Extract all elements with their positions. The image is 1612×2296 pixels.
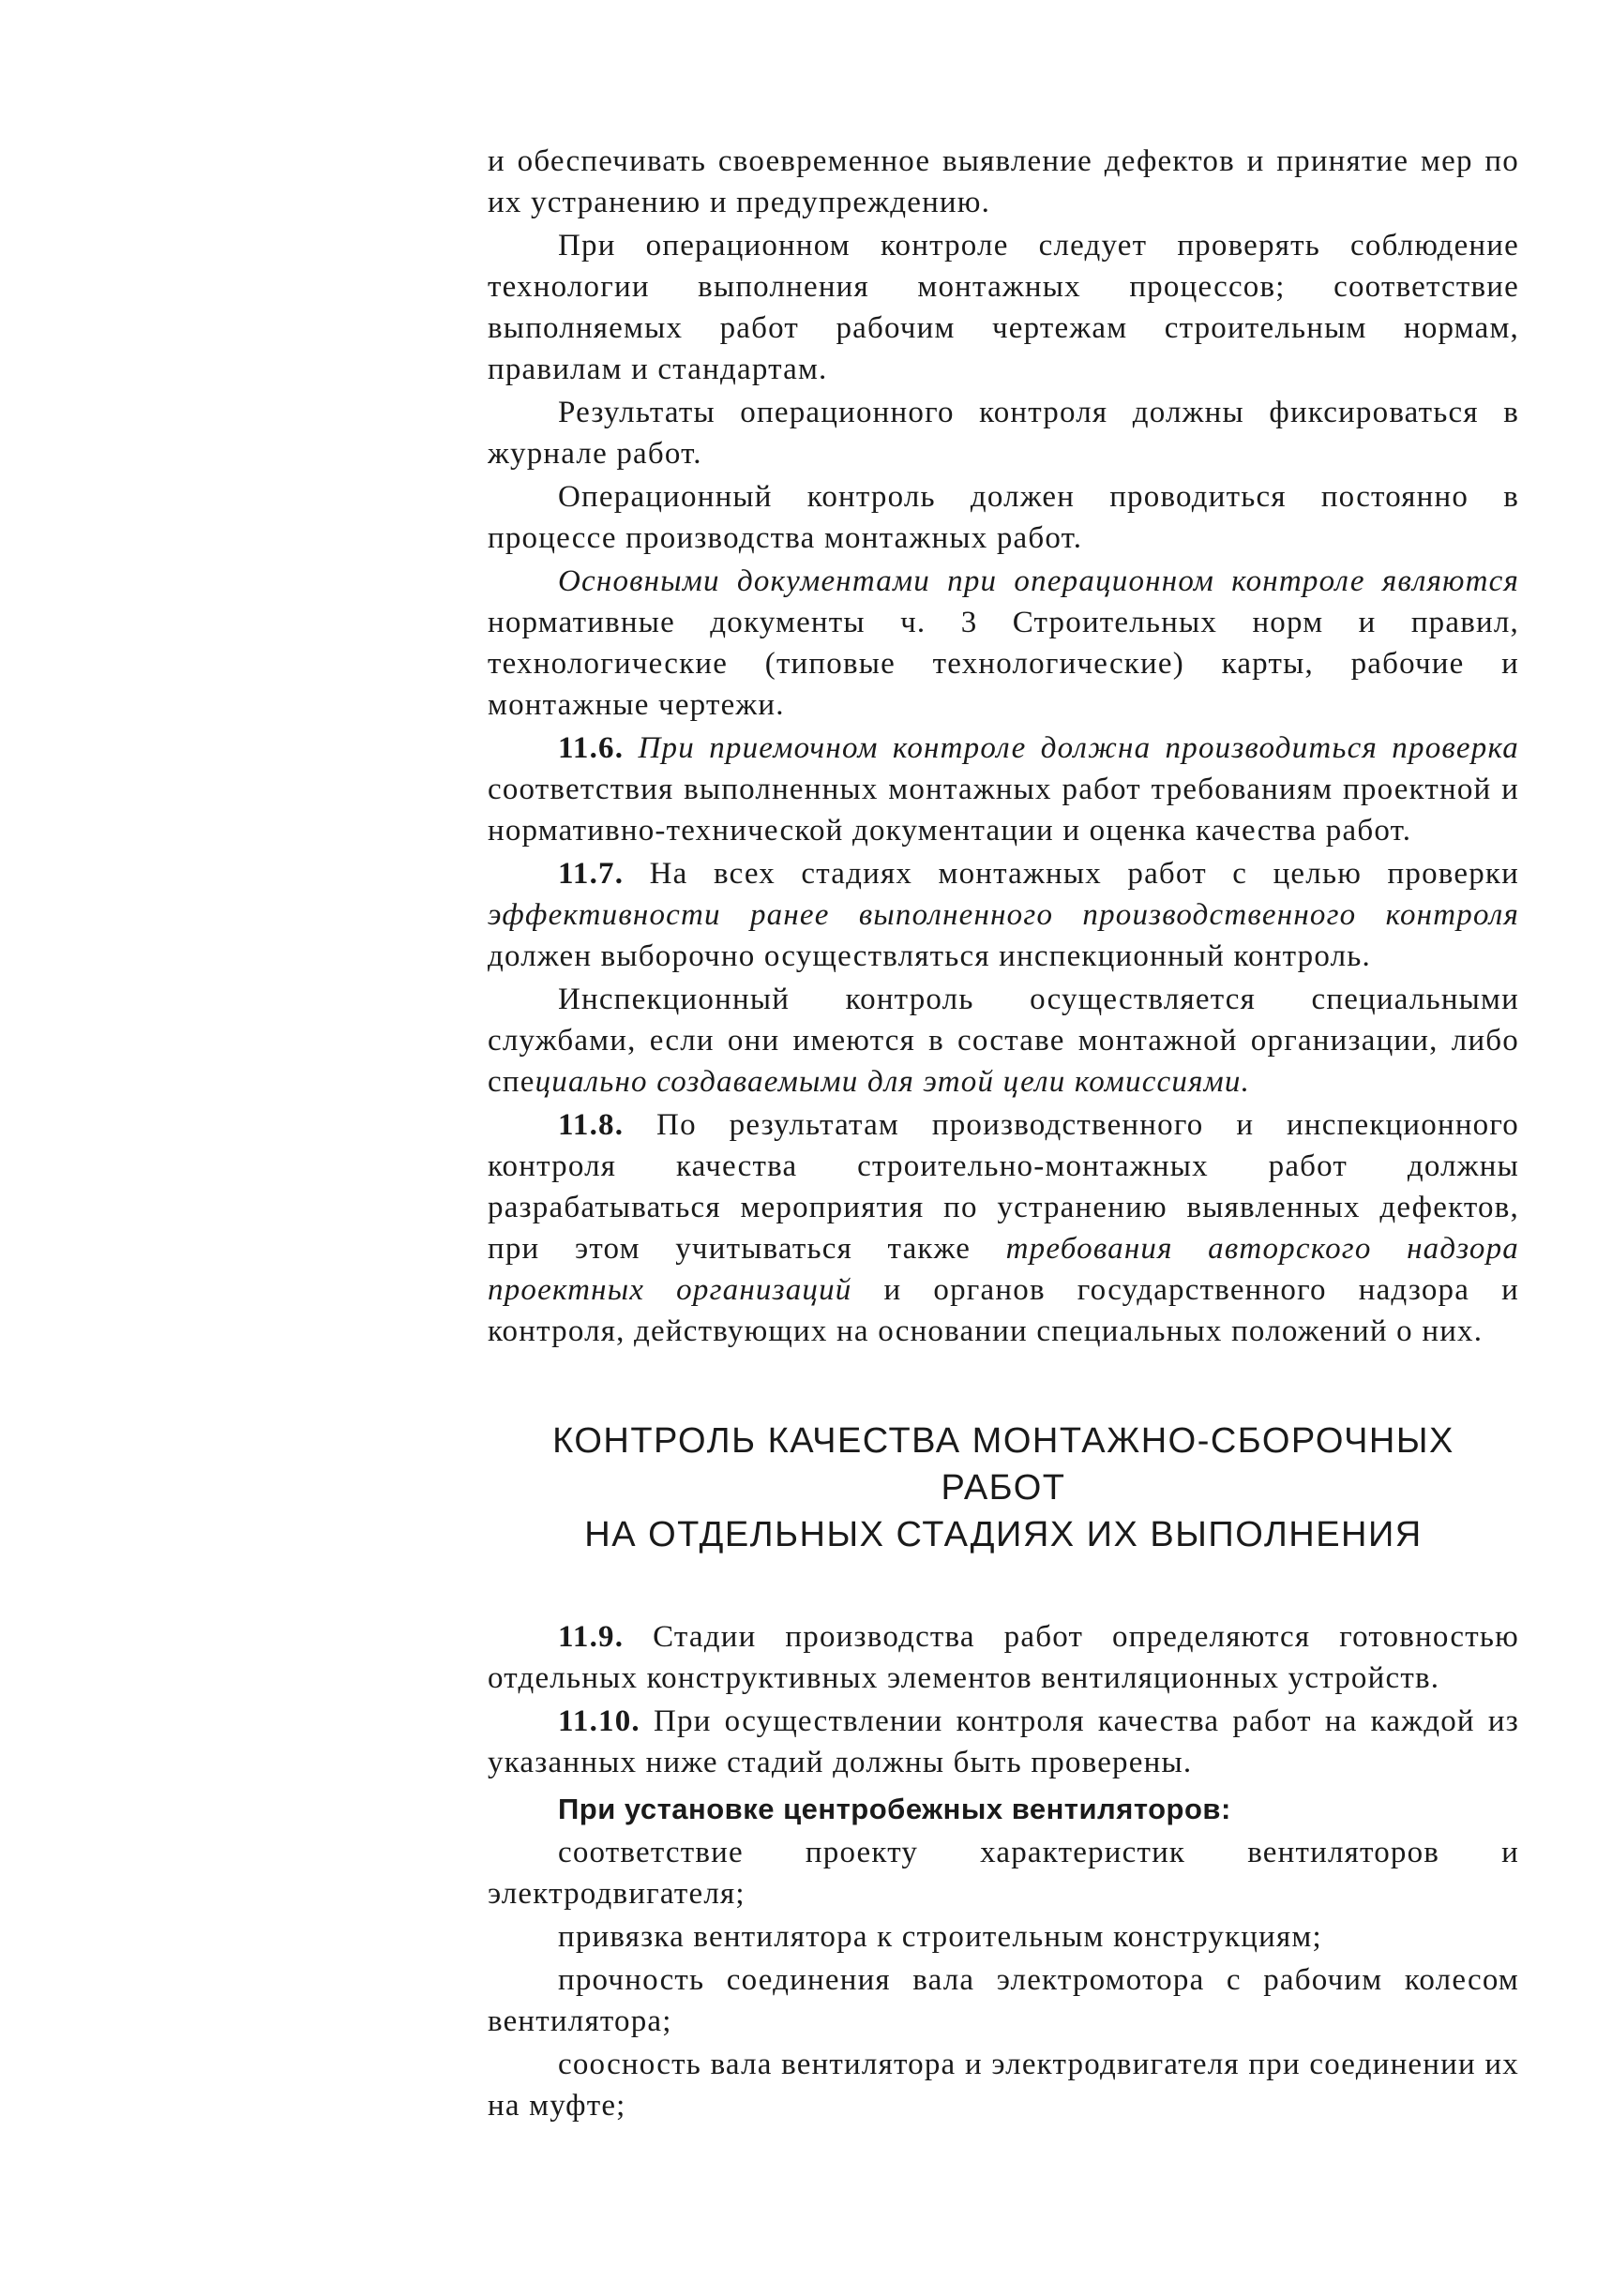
paragraph-11-7: 11.7. На всех стадиях монтажных работ с целью проверки эффективности ранее выполненного производственного контроля должен выборочно осуществляться инспекционный контроль. xyxy=(488,857,1519,973)
paragraph-constant-control: Операционный контроль должен проводиться постоянно в процессе производства монтажных работ. xyxy=(488,480,1519,555)
list-item: соосность вала вентилятора и электродвигателя при соединении их на муфте; xyxy=(488,2048,1519,2123)
paragraph-11-8: 11.8. По результатам производственного и инспекционного контроля качества строительно-монтажных работ должны разрабатываться мероприятия по устранению выявленных дефектов, при этом учитываться также требования авторского надзора проектных организаций и органов государственного надзора и контроля, действующих на основании специальных положений о них. xyxy=(488,1108,1519,1348)
subheading-centrifugal-fans: При установке центробежных вентиляторов: xyxy=(558,1793,1231,1825)
list-item: соответствие проекту характеристик вентиляторов и электродвигателя; xyxy=(488,1836,1519,1911)
paragraph-continuation: и обеспечивать своевременное выявление дефектов и принятие мер по их устранению и предупреждению. xyxy=(488,144,1519,219)
paragraph-main-documents: Основными документами при операционном контроле являются нормативные документы ч. 3 Строительных норм и правил, технологические (типовые технологические) карты, рабочие и монтажные чертежи. xyxy=(488,564,1519,722)
clause-number: 11.9. xyxy=(558,1620,625,1654)
paragraph-inspection-control: Инспекционный контроль осуществляется специальными службами, если они имеются в составе монтажной организации, либо специально создаваемыми для этой цели комиссиями. xyxy=(488,983,1519,1099)
section-heading xyxy=(488,1418,1519,1558)
clause-number: 11.10. xyxy=(558,1704,640,1738)
text-column xyxy=(488,141,1519,2128)
clause-number: 11.6. xyxy=(558,731,625,765)
paragraph-11-9: 11.9. Стадии производства работ определяются готовностью отдельных конструктивных элементов вентиляционных устройств. xyxy=(488,1620,1519,1695)
clause-number: 11.7. xyxy=(558,857,625,891)
paragraph-results: Результаты операционного контроля должны фиксироваться в журнале работ. xyxy=(488,396,1519,471)
clause-number: 11.8. xyxy=(558,1108,625,1142)
paragraph-11-6: 11.6. При приемочном контроле должна производиться проверка соответствия выполненных монтажных работ требованиям проектной и нормативно-технической документации и оценка качества работ. xyxy=(488,731,1519,848)
section-heading-line-1: КОНТРОЛЬ КАЧЕСТВА МОНТАЖНО-СБОРОЧНЫХ РАБОТ xyxy=(552,1421,1454,1508)
paragraph-operational-control: При операционном контроле следует проверять соблюдение технологии выполнения монтажных процессов; соответствие выполняемых работ рабочим чертежам строительным нормам, правилам и стандартам. xyxy=(488,229,1519,386)
paragraph-11-10: 11.10. При осуществлении контроля качества работ на каждой из указанных ниже стадий должны быть проверены. xyxy=(488,1704,1519,1779)
list-item: прочность соединения вала электромотора с рабочим колесом вентилятора; xyxy=(488,1963,1519,2038)
section-heading-line-2: НА ОТДЕЛЬНЫХ СТАДИЯХ ИХ ВЫПОЛНЕНИЯ xyxy=(584,1515,1423,1554)
list-item: привязка вентилятора к строительным конструкциям; xyxy=(558,1920,1322,1954)
